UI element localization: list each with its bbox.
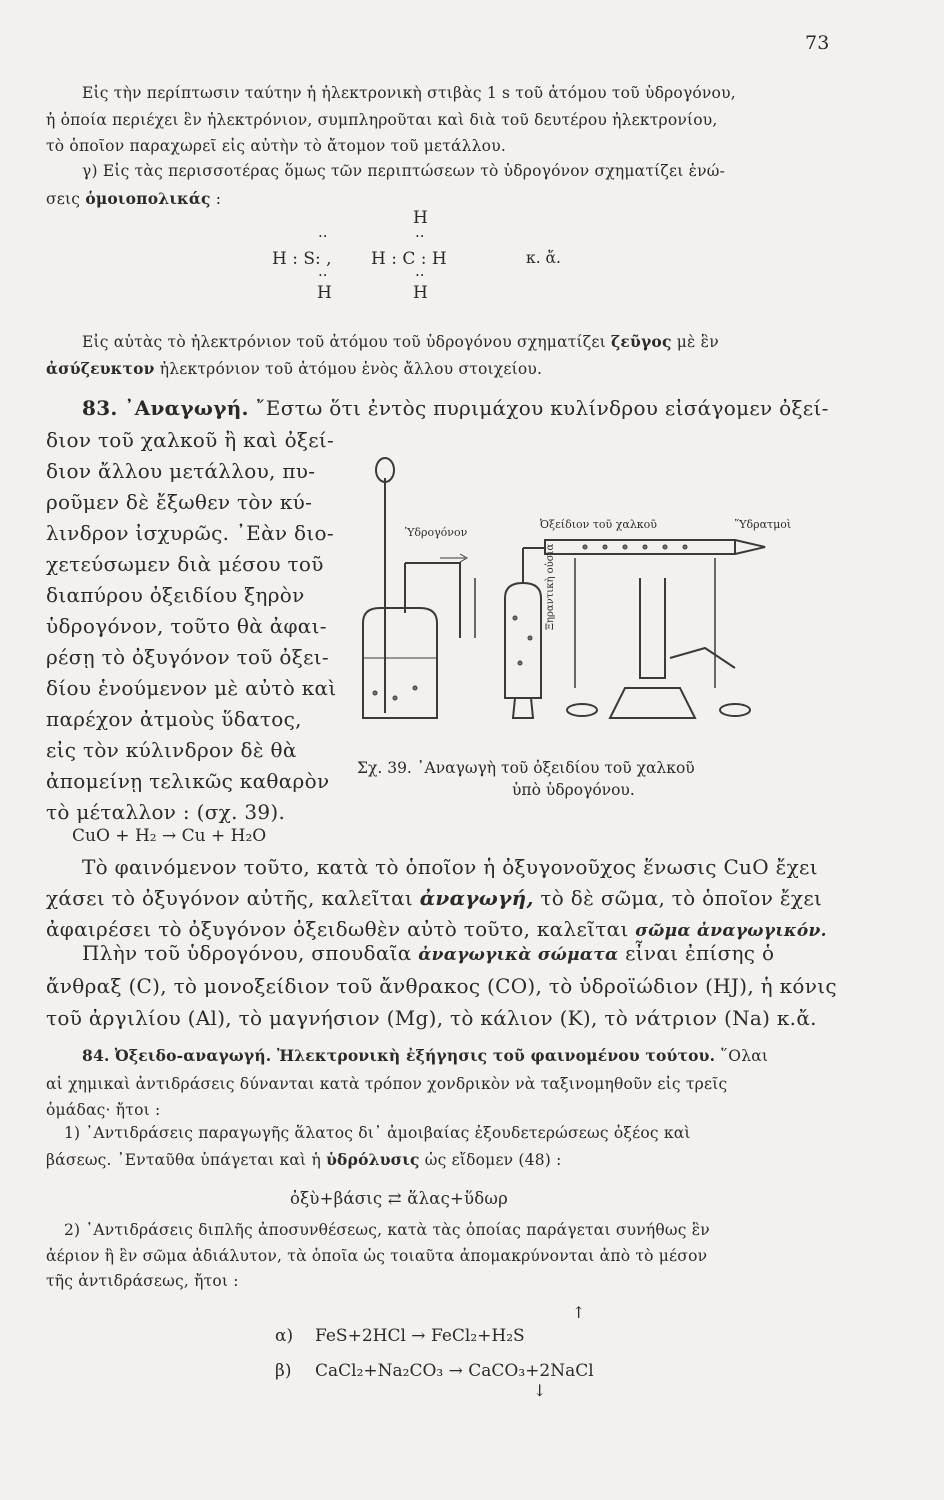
section-83-line-9: δίου ἑνούμενον μὲ αὐτὸ καὶ — [46, 676, 337, 700]
section-83-line-5: χετεύσωμεν διὰ μέσου τοῦ — [46, 552, 324, 576]
hydrolysis-term: ὑδρόλυσις — [326, 1150, 420, 1169]
combustion-tube — [545, 540, 735, 554]
figure-caption-line-2: ὑπὸ ὑδρογόνου. — [512, 781, 635, 799]
section-83-para2-line-2: ἄνθραξ (C), τὸ μονοξείδιον τοῦ ἄνθρακος (CO), τὸ ὑδροϊώδιον (HJ), ἡ κόνις — [46, 974, 837, 998]
wide-line-2-after: τὸ δὲ σῶμα, τὸ ὁποῖον ἔχει — [540, 886, 823, 910]
section-83-line-10: παρέχον ἀτμοὺς ὕδατος, — [46, 707, 302, 731]
reaction-a: FeS+2HCl → FeCl₂+H₂S — [315, 1326, 525, 1346]
covalent-term: ὁμοιοπολικάς — [85, 189, 211, 208]
section-84-line-3: ὁμάδας· ἤτοι : — [46, 1101, 161, 1119]
burner — [640, 578, 665, 678]
paragraph-3-prefix: Εἰς αὐτὰς τὸ ἠλεκτρόνιον τοῦ ἀτόμου τοῦ ὑδρογόνου σχηματίζει — [82, 333, 606, 351]
paragraph-3-line-1 — [82, 332, 719, 351]
paragraph-1-line-3: τὸ ὁποῖον παραχωρεῖ εἰς αὐτὴν τὸ ἄτομον τοῦ μετάλλου. — [46, 137, 506, 155]
section-83-line-3: ροῦμεν δὲ ἔξωθεν τὸν κύ- — [46, 490, 313, 514]
section-84-number: 84. — [82, 1046, 110, 1065]
section-83-wide-line-2 — [46, 886, 822, 910]
paragraph-1-line-2: ἡ ὁποία περιέχει ἓν ἠλεκτρόνιον, συμπληροῦται καὶ διὰ τοῦ δευτέρου ἠλεκτρονίου, — [46, 111, 718, 129]
drying-tube — [505, 583, 541, 698]
lewis-etc: κ. ἄ. — [526, 249, 561, 267]
section-84-heading — [82, 1046, 768, 1065]
section-83-line-7: ὑδρογόνον, τοῦτο θὰ ἀφαι- — [46, 614, 327, 638]
section-83-para2-line-1 — [82, 941, 774, 965]
paragraph-3-line-2 — [46, 359, 542, 378]
gas-arrow-icon: ↑ — [572, 1303, 586, 1322]
section-83-line-13: τὸ μέταλλον : (σχ. 39). — [46, 800, 286, 824]
wash-bottle — [363, 608, 437, 718]
reaction-b: CaCl₂+Na₂CO₃ → CaCO₃+2NaCl — [315, 1361, 594, 1381]
section-83-line-8: ρέσῃ τὸ ὀξυγόνον τοῦ ὀξει- — [46, 645, 329, 669]
section-84-title: Ὀξειδο-αναγωγή. Ἠλεκτρονικὴ ἐξήγησις τοῦ φαινομένου τούτου. — [114, 1046, 716, 1065]
lewis-h2s-dots: ·· — [318, 227, 328, 245]
pair-term: ζεῦγος — [611, 332, 672, 351]
precipitate-arrow-icon: ↓ — [533, 1381, 547, 1400]
section-84-item-1-line-1: 1) ᾿Αντιδράσεις παραγωγῆς ἅλατος δι᾿ ἀμοιβαίας ἐξουδετερώσεως ὀξέος καὶ — [64, 1124, 691, 1142]
reducing-bodies-term: ἀναγωγικὰ σώματα — [418, 945, 619, 965]
paragraph-1-line-1: Εἰς τὴν περίπτωσιν ταύτην ἡ ἠλεκτρονικὴ στιβὰς 1 s τοῦ ἀτόμου τοῦ ὑδρογόνου, — [82, 84, 736, 102]
section-83-first-line: ῎Εστω ὅτι ἐντὸς πυριμάχου κυλίνδρου εἰσάγομεν ὀξεί- — [255, 396, 829, 420]
wide-line-3-text: ἀφαιρέσει τὸ ὀξυγόνον ὀξειδωθὲν αὐτὸ τοῦτο, καλεῖται — [46, 917, 629, 941]
section-83-title: ᾿Αναγωγή. — [124, 396, 249, 420]
section-83-line-11: εἰς τὸν κύλινδρον δὲ θὰ — [46, 738, 297, 762]
reaction-cuo: CuO + H₂ → Cu + H₂O — [72, 826, 267, 846]
lewis-ch4-dots-bottom: ·· — [415, 266, 425, 284]
figure-label-drying: Ξηραντικὴ οὐσία — [545, 543, 556, 630]
item-1-prefix: βάσεως. ᾿Ενταῦθα ὑπάγεται καὶ ἡ — [46, 1151, 321, 1169]
section-83-wide-line-1: Τὸ φαινόμενον τοῦτο, κατὰ τὸ ὁποῖον ἡ ὀξυγονοῦχος ἕνωσις CuO ἔχει — [82, 855, 818, 879]
page-number: 73 — [805, 32, 830, 54]
section-84-item-2-line-3: τῆς ἀντιδράσεως, ἤτοι : — [46, 1272, 239, 1290]
figure-label-water: Ὕδρατμοὶ — [735, 518, 792, 531]
section-83-wide-line-3 — [46, 917, 827, 941]
lewis-h2s-dots-bottom: ·· — [318, 266, 328, 284]
lewis-ch4-top: H — [413, 208, 428, 228]
lewis-h2s-top: H — [317, 283, 332, 303]
reaction-b-label: β) — [275, 1361, 292, 1381]
lewis-ch4-bottom: H — [413, 283, 428, 303]
section-83-line-12: ἀπομείνῃ τελικῶς καθαρὸν — [46, 769, 330, 793]
paragraph-2-prefix: σεις — [46, 190, 81, 208]
para2-prefix: Πλὴν τοῦ ὑδρογόνου, σπουδαῖα — [82, 941, 412, 965]
paragraph-2-line-1: γ) Εἰς τὰς περισσοτέρας ὅμως τῶν περιπτώσεων τὸ ὑδρογόνον σχηματίζει ἑνώ- — [82, 162, 726, 180]
equilibrium-equation: ὀξὺ+βάσις ⇄ ἅλας+ὕδωρ — [290, 1189, 508, 1208]
figure-39-apparatus — [345, 448, 825, 748]
lewis-h2s-middle: H : S: , — [272, 249, 332, 269]
reaction-a-label: α) — [275, 1326, 294, 1346]
section-83-number: 83. — [82, 396, 118, 420]
section-84-title-tail: ῞Ολαι — [720, 1047, 769, 1065]
paragraph-3-suffix: μὲ ἓν — [676, 333, 719, 351]
section-83-line-6: διαπύρου ὀξειδίου ξηρὸν — [46, 583, 305, 607]
paragraph-2-line-2 — [46, 189, 221, 208]
section-84-item-1-line-2 — [46, 1150, 562, 1169]
figure-label-copper-oxide: Ὀξείδιον τοῦ χαλκοῦ — [540, 518, 657, 531]
paragraph-2-suffix: : — [215, 190, 222, 208]
section-83-line-1: διον τοῦ χαλκοῦ ἢ καὶ ὀξεί- — [46, 428, 335, 452]
section-83-line-4: λινδρον ἰσχυρῶς. ᾿Εὰν διο- — [46, 521, 334, 545]
figure-label-hydrogen: Ὑδρογόνον — [405, 526, 468, 539]
reduction-term: ἀναγωγή, — [419, 886, 534, 910]
reducing-body-term: σῶμα ἀναγωγικόν. — [635, 921, 827, 941]
figure-caption-line-1: Σχ. 39. ᾿Αναγωγὴ τοῦ ὀξειδίου τοῦ χαλκοῦ — [357, 759, 695, 777]
paragraph-3-line-2-text: ἠλεκτρόνιον τοῦ ἀτόμου ἑνὸς ἄλλου στοιχείου. — [159, 360, 543, 378]
lewis-ch4-middle: H : C : H — [371, 249, 447, 269]
lewis-ch4-dots-top: ·· — [415, 227, 425, 245]
section-84-item-2-line-1: 2) ᾿Αντιδράσεις διπλῆς ἀποσυνθέσεως, κατὰ τὰς ὁποίας παράγεται συνήθως ἓν — [64, 1221, 710, 1239]
section-84-line-2: αἱ χημικαὶ ἀντιδράσεις δύνανται κατὰ τρόπον χονδρικὸν νὰ ταξινομηθοῦν εἰς τρεῖς — [46, 1075, 728, 1093]
section-83-para2-line-3: τοῦ ἀργιλίου (Al), τὸ μαγνήσιον (Mg), τὸ κάλιον (K), τὸ νάτριον (Na) κ.ἄ. — [46, 1006, 817, 1030]
item-1-suffix: ὡς εἴδομεν (48) : — [424, 1151, 562, 1169]
unpaired-term: ἀσύζευκτον — [46, 359, 155, 378]
section-83-line-2: διον ἄλλου μετάλλου, πυ- — [46, 459, 316, 483]
wide-line-2-text: χάσει τὸ ὀξυγόνον αὐτῆς, καλεῖται — [46, 886, 414, 910]
section-84-item-2-line-2: ἀέριον ἢ ἓν σῶμα ἀδιάλυτον, τὰ ὁποῖα ὡς τοιαῦτα ἀπομακρύνονται ἀπὸ τὸ μέσον — [46, 1247, 708, 1265]
para2-suffix: εἶναι ἐπίσης ὁ — [625, 941, 775, 965]
section-83-heading — [82, 396, 829, 420]
